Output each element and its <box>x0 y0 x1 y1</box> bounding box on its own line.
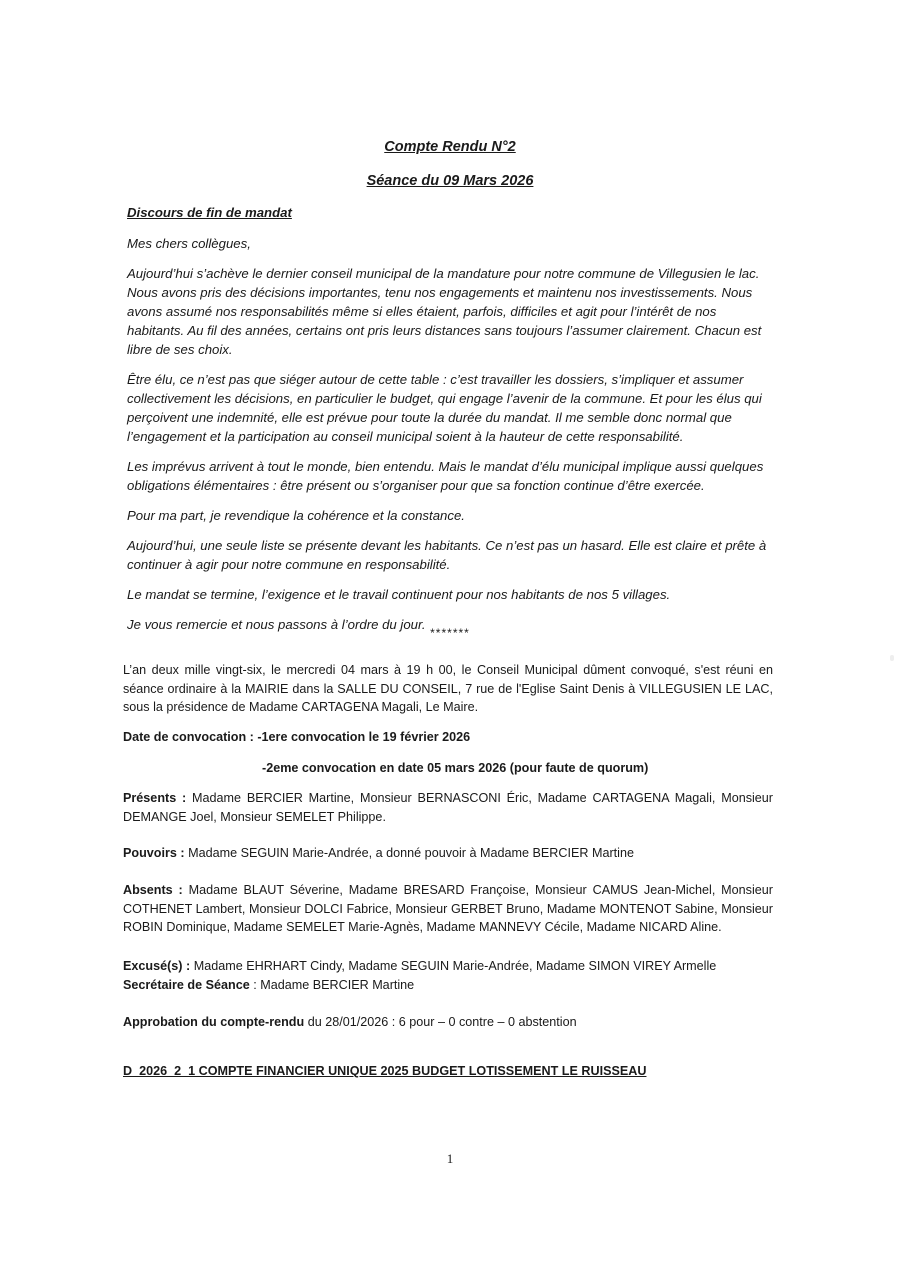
speech-paragraph: Être élu, ce n’est pas que siéger autour de cette table : c’est travailler les dossiers, s’impliquer et assumer collectivement les décisions, en particulier le budget, qui engage l’avenir de la commune. Et pour les élus qui perçoivent une indemnité, elle est prévue pour toute la durée du mandat. Il me semble donc normal que l’engagement et la participation au conseil municipal soient à la hauteur de cette responsabilité. <box>127 372 762 444</box>
deliberation-heading: D_2026_2_1 COMPTE FINANCIER UNIQUE 2025 BUDGET LOTISSEMENT LE RUISSEAU <box>123 1064 647 1078</box>
speech-paragraph: Les imprévus arrivent à tout le monde, bien entendu. Mais le mandat d’élu municipal implique aussi quelques obligations élémentaires : être présent ou s’organiser pour que sa fonction continue d’être exercée. <box>127 459 764 493</box>
pouvoirs-text: Madame SEGUIN Marie-Andrée, a donné pouvoir à Madame BERCIER Martine <box>184 846 634 860</box>
convocation-first <box>123 728 773 747</box>
convocation-first-text: -1ere convocation le 19 février 2026 <box>253 730 471 744</box>
page-number: 1 <box>446 1151 454 1166</box>
approbation-text: du 28/01/2026 : 6 pour – 0 contre – 0 abstention <box>304 1015 577 1029</box>
speech-paragraph: Mes chers collègues, <box>127 236 251 251</box>
excuses-list: Madame EHRHART Cindy, Madame SEGUIN Marie-Andrée, Madame SIMON VIREY Armelle <box>190 959 717 973</box>
speech-paragraph: Je vous remercie et nous passons à l’ordre du jour. <box>127 617 426 632</box>
section-separator: ******* <box>430 626 470 640</box>
session-date: Séance du 09 Mars 2026 <box>366 173 534 189</box>
speech-heading-text: Discours de fin de mandat <box>127 205 292 220</box>
excuses-label: Excusé(s) : <box>123 959 191 973</box>
excuses-block <box>123 957 773 994</box>
speech-paragraph: Aujourd’hui, une seule liste se présente devant les habitants. Ce n’est pas un hasard. Elle est claire et prête à continuer à agir pour notre commune en responsabilité. <box>127 538 767 572</box>
absents-block <box>123 881 773 937</box>
secretaire-label: Secrétaire de Séance <box>123 977 250 992</box>
approbation-label: Approbation du compte-rendu <box>123 1015 305 1029</box>
convocation-label: Date de convocation : <box>123 730 254 744</box>
secretaire-text: : Madame BERCIER Martine <box>249 977 415 992</box>
convocation-second <box>262 759 762 778</box>
absents-list: Madame BLAUT Séverine, Madame BRESARD Françoise, Monsieur CAMUS Jean-Michel, Monsieur COTHENET Lambert, Monsieur DOLCI Fabrice, Monsieur GERBET Bruno, Madame MONTENOT Sabine, Monsieur ROBIN Dominique, Madame SEMELET Marie-Agnès, Madame MANNEVY Cécile, Madame NICARD Aline. <box>123 883 773 934</box>
absents-label: Absents : <box>123 883 183 897</box>
page-title: Compte Rendu N°2 <box>384 139 516 155</box>
speech-body <box>127 234 775 645</box>
meeting-opening <box>123 661 773 717</box>
speech-paragraph: Pour ma part, je revendique la cohérence et la constance. <box>127 508 465 523</box>
speech-heading <box>127 203 775 222</box>
convocation-second-text: -2eme convocation en date 05 mars 2026 (pour faute de quorum) <box>262 761 649 775</box>
opening-text: L’an deux mille vingt-six, le mercredi 04 mars à 19 h 00, le Conseil Municipal dûment convoqué, s'est réuni en séance ordinaire à la MAIRIE dans la SALLE DU CONSEIL, 7 rue de l'Eglise Saint Denis à VILLEGUSIEN LE LAC, sous la présidence de Madame CARTAGENA Magali, Le Maire. <box>123 663 773 714</box>
approbation-block <box>123 1013 773 1032</box>
pouvoirs-block <box>123 844 773 863</box>
presents-block <box>123 789 773 826</box>
presents-list: Madame BERCIER Martine, Monsieur BERNASCONI Éric, Madame CARTAGENA Magali, Monsieur DEMANGE Joel, Monsieur SEMELET Philippe. <box>123 791 773 824</box>
deliberation-block <box>123 1062 773 1081</box>
presents-label: Présents : <box>123 791 187 805</box>
speech-paragraph: Le mandat se termine, l’exigence et le travail continuent pour nos habitants de nos 5 villages. <box>127 587 671 602</box>
scan-mark <box>890 655 894 661</box>
pouvoirs-label: Pouvoirs : <box>123 846 185 860</box>
speech-paragraph: Aujourd’hui s’achève le dernier conseil municipal de la mandature pour notre commune de Villegusien le lac. Nous avons pris des décisions importantes, tenu nos engagements et maintenu nos investissements. Nous avons assumé nos responsabilités même si elles étaient, parfois, difficiles et agit pour l’intérêt de nos habitants. Au fil des années, certains ont pris leurs distances sans toujours l’assumer clairement. Chacun est libre de ses choix. <box>127 266 762 357</box>
